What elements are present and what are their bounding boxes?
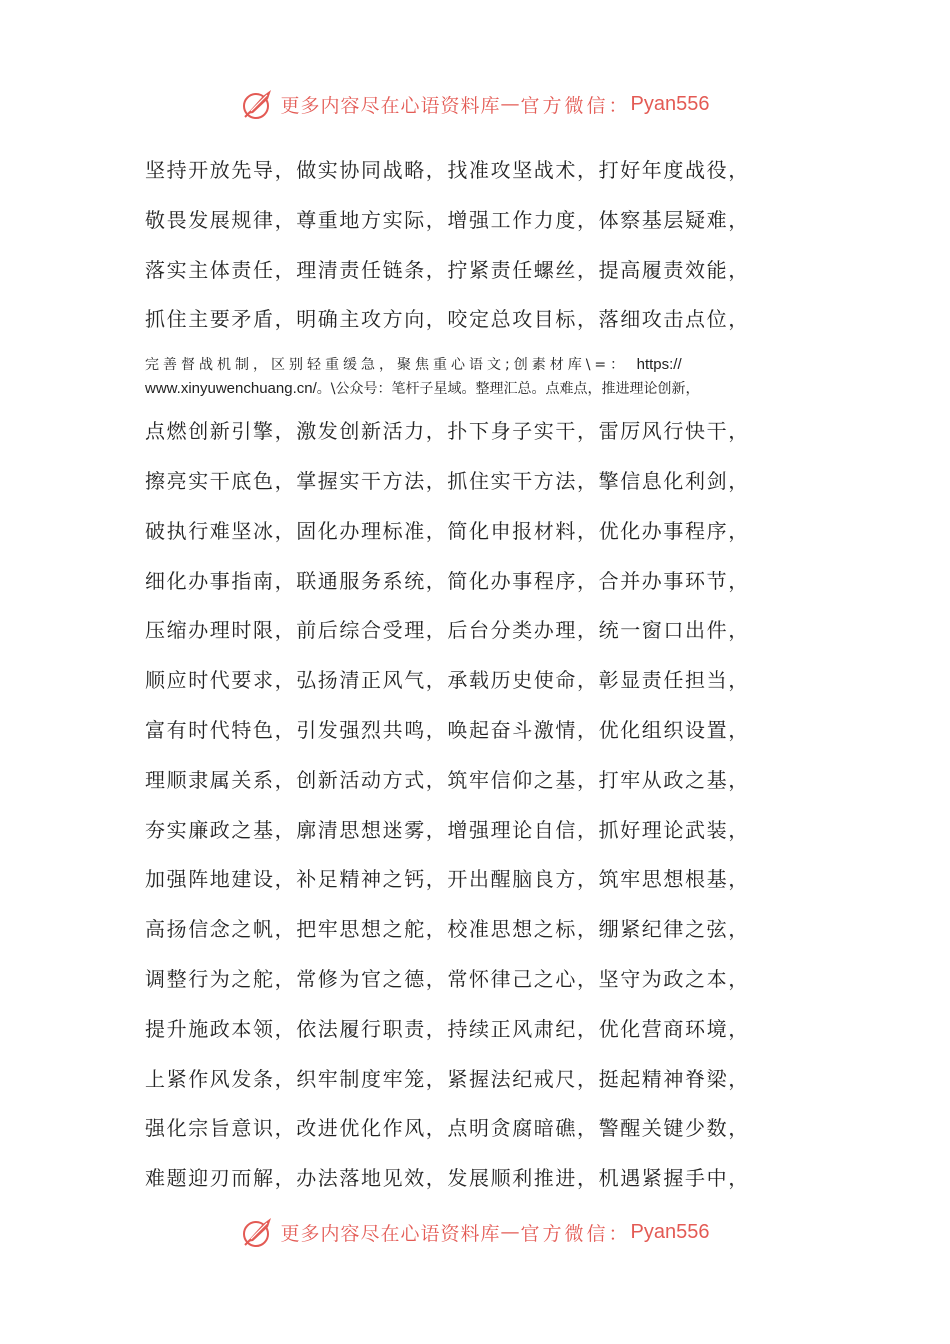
- url-fragment-2: www.xinyuwenchuang.cn/: [145, 380, 317, 398]
- text-line: 细化办事指南，联通服务系统，简化办事程序，合并办事环节，: [145, 568, 750, 593]
- banner-separator: —: [500, 1221, 521, 1243]
- text-line: 破执行难坚冰，固化办理标准，简化申报材料，优化办事程序，: [145, 518, 750, 543]
- banner-title: 更多内容尽在心语资料库: [280, 94, 501, 117]
- footer-banner: [0, 1212, 950, 1252]
- url-fragment-1: https://: [636, 356, 682, 374]
- banner-wechat-id: Pyan556: [630, 1220, 710, 1243]
- text-line: 难题迎刃而解，办法落地见效，发展顺利推进，机遇紧握手中，: [145, 1166, 750, 1191]
- text-line: 坚持开放先导，做实协同战略，找准攻坚战术，打好年度战役，: [145, 158, 750, 182]
- banner-title: 更多内容尽在心语资料库: [280, 1222, 501, 1245]
- text-line: 理顺隶属关系，创新活动方式，筑牢信仰之基，打牢从政之基，: [145, 767, 750, 792]
- text-line: 夯实廉政之基，廓清思想迷雾，增强理论自信，抓好理论武装，: [145, 817, 750, 842]
- small-line-1: [145, 353, 825, 377]
- banner-wechat-label: 官方微信：: [520, 94, 631, 117]
- banner-separator: —: [500, 93, 521, 115]
- text-line: 落实主体责任，理清责任链条，拧紧责任螺丝，提高履责效能，: [145, 257, 750, 282]
- small-text-part2: 。\公众号：笔杆子星域。整理汇总。点难点，推进理论创新，: [316, 381, 700, 398]
- text-line: 上紧作风发条，织牢制度牢笼，紧握法纪戒尺，挺起精神脊梁，: [145, 1066, 750, 1091]
- text-line: 加强阵地建设，补足精神之钙，开出醒脑良方，筑牢思想根基，: [145, 867, 750, 892]
- text-line: 高扬信念之帆，把牢思想之舵，校准思想之标，绷紧纪律之弦，: [145, 917, 750, 942]
- quill-pen-logo-icon: [241, 87, 275, 121]
- text-line: 抓住主要矛盾，明确主攻方向，咬定总攻目标，落细攻击点位，: [145, 307, 750, 332]
- text-line: 富有时代特色，引发强烈共鸣，唤起奋斗激情，优化组织设置，: [145, 717, 750, 742]
- document-body: [145, 150, 825, 1208]
- banner-wechat-id: Pyan556: [630, 92, 710, 115]
- text-line: 擦亮实干底色，掌握实干方法，抓住实干方法，擎信息化利剑，: [145, 468, 750, 493]
- text-line: 提升施政本领，依法履行职责，持续正风肃纪，优化营商环境，: [145, 1016, 750, 1041]
- text-line: 顺应时代要求，弘扬清正风气，承载历史使命，彰显责任担当，: [145, 668, 750, 693]
- small-text-part1: 完善督战机制，区别轻重缓急，聚焦重心语文;创素材库\=：: [145, 357, 629, 374]
- text-line: 敬畏发展规律，尊重地方实际，增强工作力度，体察基层疑难，: [145, 207, 750, 232]
- text-line: 点燃创新引擎，激发创新活力，扑下身子实干，雷厉风行快干，: [145, 419, 750, 444]
- header-banner: [0, 84, 950, 124]
- quill-pen-logo-icon: [241, 1215, 275, 1249]
- small-watermark-paragraph: [145, 349, 825, 411]
- banner-wechat-label: 官方微信：: [520, 1222, 631, 1245]
- text-line: 强化宗旨意识，改进优化作风，点明贪腐暗礁，警醒关键少数，: [145, 1116, 750, 1141]
- text-line: 压缩办理时限，前后综合受理，后台分类办理，统一窗口出件，: [145, 618, 750, 643]
- text-line: 调整行为之舵，常修为官之德，常怀律己之心，坚守为政之本，: [145, 966, 750, 991]
- small-line-2: [145, 377, 825, 403]
